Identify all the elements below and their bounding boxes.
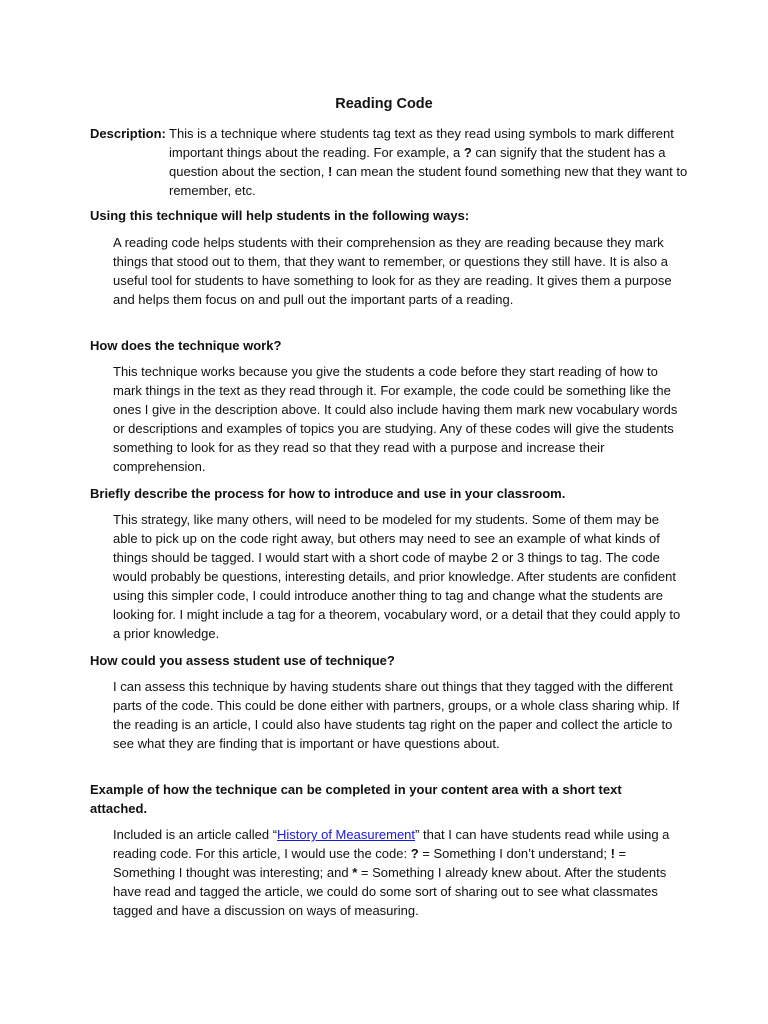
section-body-assessment: I can assess this technique by having students share out things that they tagged with the different parts of the code. This could be done either with partners, groups, or a whole class sharing whip. If the reading is an article, I could also have students tag right on the paper and collect the article to see what they are finding that is important or have questions about. <box>113 679 680 751</box>
section-heading-assessment: How could you assess student use of technique? <box>90 653 395 668</box>
example-text-part-3: = Something I don’t understand; <box>418 846 611 861</box>
section-body-process: This strategy, like many others, will need to be modeled for my students. Some of them may be able to pick up on the code right away, but others may need to see an example of what kinds of things should be tagged. I would start with a short code of maybe 2 or 3 things to tag. The code would probably be questions, interesting details, and prior knowledge. After students are confident using this simpler code, I could introduce another thing to tag and change what the students are looking for. I might include a tag for a theorem, vocabulary word, or a detail that they could apply to a prior knowledge. <box>113 512 681 641</box>
description-block <box>90 124 690 200</box>
section-heading-how-it-works: How does the technique work? <box>90 338 282 353</box>
section-heading-benefits: Using this technique will help students in the following ways: <box>90 208 470 223</box>
exclamation-symbol: ! <box>328 164 333 179</box>
example-text-part-1: Included is an article called “ <box>113 827 278 842</box>
code-exclamation-symbol: ! <box>610 846 615 861</box>
question-symbol: ? <box>463 145 472 160</box>
example-text-part-2: ” that I can have students read while using a reading code. For this article, I would use the code: <box>113 827 670 861</box>
section-body-how-it-works: This technique works because you give the students a code before they start reading of how to mark things in the text as they read through it. For example, the code could be something like the ones I give in the description above. It could also include having them mark new vocabulary words or descriptions and examples of topics you are studying. Any of these codes will give the students something to look for as they read so that they read with a purpose and increase their comprehension. <box>113 364 678 474</box>
description-label: Description: <box>90 126 166 141</box>
page-title: Reading Code <box>335 96 433 112</box>
description-text-part-2: can signify that the student has a question about the section, <box>169 145 666 179</box>
description-text-part-1: This is a technique where students tag text as they read using symbols to mark different important things about the reading. For example, a <box>169 126 674 160</box>
example-text-part-5: = Something I already knew about. After the students have read and tagged the article, we could do some sort of sharing out to see what classmates tagged and have a discussion on ways of measuring. <box>113 865 667 918</box>
code-question-symbol: ? <box>410 846 419 861</box>
section-body-example <box>113 825 681 920</box>
description-text-part-3: can mean the student found something new that they want to remember, etc. <box>169 164 688 198</box>
section-heading-example: Example of how the technique can be completed in your content area with a short text attached. <box>90 782 622 816</box>
code-asterisk-symbol: * <box>352 865 358 880</box>
section-heading-process: Briefly describe the process for how to introduce and use in your classroom. <box>90 486 566 501</box>
section-body-benefits: A reading code helps students with their comprehension as they are reading because they mark things that stood out to them, that they want to remember, or questions they still have. It is also a useful tool for students to have something to look for as they are reading. It gives them a purpose and helps them focus on and pull out the important parts of a reading. <box>113 235 672 307</box>
example-text-part-4: = Something I thought was interesting; and <box>113 846 627 880</box>
history-of-measurement-link[interactable]: History of Measurement <box>277 827 416 842</box>
description-text <box>169 124 690 200</box>
